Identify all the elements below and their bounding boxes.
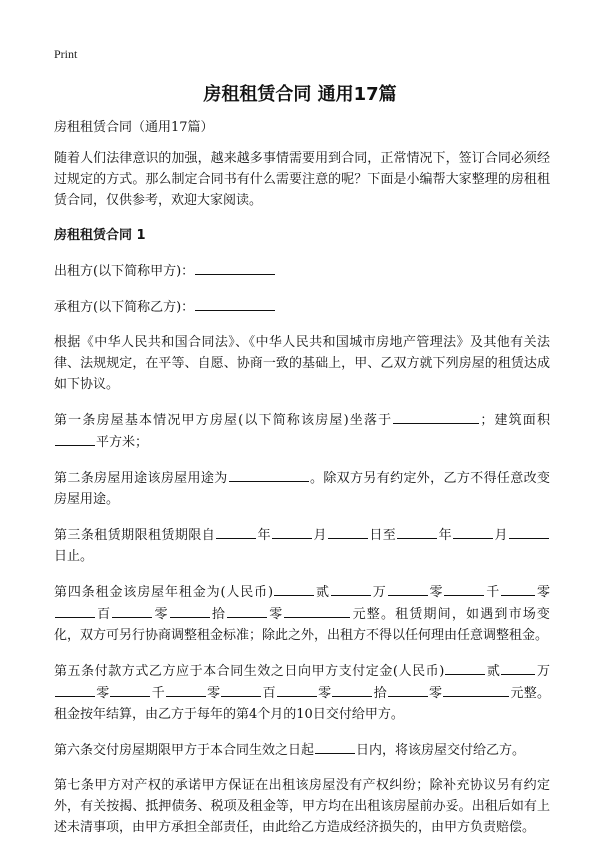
art3-end: 日止。 xyxy=(54,549,94,564)
lessee-blank xyxy=(195,296,275,311)
art3-year: 年 xyxy=(257,528,272,543)
art5-unit-6: 百 xyxy=(262,686,276,701)
art4-unit-5: 零 xyxy=(536,585,550,600)
lessee-line xyxy=(54,296,550,318)
area-blank xyxy=(55,431,95,446)
deposit-blank-6 xyxy=(221,682,261,697)
basis-paragraph: 根据《中华人民共和国合同法》、《中华人民共和国城市房地产管理法》及其他有关法律、法规规定，在平等、自愿、协商一致的基础上，甲、乙双方就下列房屋的租赁达成如下协议。 xyxy=(54,335,550,392)
article-7: 第七条甲方对产权的承诺甲方保证在出租该房屋没有产权纠纷；除补充协议另有约定外，有关按揭、抵押债务、税项及租金等，甲方均在出租该房屋前办妥。出租后如有上述未清事项，由甲方承担全部责任，由此给乙方造成经济损失的，由甲方负责赔偿。 xyxy=(54,778,550,835)
article-6 xyxy=(54,739,550,761)
art5-unit-2: 万 xyxy=(536,664,550,679)
art5-unit-7: 零 xyxy=(317,686,332,701)
lessor-label: 出租方(以下简称甲方)： xyxy=(54,264,195,279)
deposit-blank-8 xyxy=(332,682,372,697)
art3-year2: 年 xyxy=(438,528,453,543)
art4-unit-4: 千 xyxy=(485,585,501,600)
deposit-blank-9 xyxy=(388,682,428,697)
art5-unit-1: 贰 xyxy=(486,664,501,679)
rent-blank-8 xyxy=(170,603,210,618)
deposit-blank-1 xyxy=(445,660,485,675)
rent-blank-3 xyxy=(388,581,428,596)
art4-unit-1: 贰 xyxy=(315,585,330,600)
lessee-label: 承租方(以下简称乙方)： xyxy=(54,300,195,315)
article-1 xyxy=(54,409,550,453)
end-year-blank xyxy=(397,524,437,539)
rent-blank-4 xyxy=(444,581,484,596)
art4-unit-7: 零 xyxy=(153,607,169,622)
rent-blank-6 xyxy=(55,603,95,618)
location-blank xyxy=(393,409,479,424)
document-body xyxy=(54,117,550,852)
art4-unit-8: 拾 xyxy=(210,607,227,622)
lessor-blank xyxy=(195,260,275,275)
rent-blank-5 xyxy=(501,581,535,596)
article-3 xyxy=(54,524,550,567)
art1-text-b: ；建筑面积 xyxy=(480,413,550,428)
art5-unit-5: 零 xyxy=(206,686,221,701)
deposit-blank-10 xyxy=(443,682,509,697)
deposit-blank-2 xyxy=(501,660,535,675)
art6-text-b: 日内，将该房屋交付给乙方。 xyxy=(356,743,526,758)
art5-end: 整。租金按年结算，由乙方于每年的第4个月的10日交付给甲方。 xyxy=(54,686,550,722)
lessor-line xyxy=(54,260,550,282)
start-year-blank xyxy=(216,524,256,539)
intro-paragraph: 随着人们法律意识的加强，越来越多事情需要用到合同，正常情况下，签订合同必须经过规定的方式。那么制定合同书有什么需要注意的呢？下面是小编帮大家整理的房租租赁合同，仅供参考，欢迎大家阅读。 xyxy=(54,151,550,208)
document-title: 房租租赁合同 通用17篇 xyxy=(203,84,397,105)
rent-blank-1 xyxy=(274,581,314,596)
art4-unit-9: 零 xyxy=(268,607,284,622)
rent-blank-7 xyxy=(112,603,152,618)
art5-unit-3: 零 xyxy=(96,686,110,701)
deposit-blank-3 xyxy=(55,682,95,697)
art5-unit-8: 拾 xyxy=(373,686,387,701)
section-title: 房租租赁合同 1 xyxy=(54,228,146,243)
subtitle: 房租租赁合同（通用17篇） xyxy=(54,120,214,135)
art2-text-b: 。除双方另有约定外，乙方不得任意改变房屋用途。 xyxy=(54,471,550,507)
art2-text-a: 第二条房屋用途该房屋用途为 xyxy=(54,471,228,486)
deposit-blank-4 xyxy=(110,682,150,697)
art5-unit-4: 千 xyxy=(151,686,165,701)
print-label[interactable]: Print xyxy=(54,47,78,61)
art3-month: 月 xyxy=(313,528,327,543)
deposit-blank-5 xyxy=(166,682,206,697)
end-day-blank xyxy=(509,524,549,539)
article-5 xyxy=(54,660,550,725)
art5-unit-9: 零 xyxy=(428,686,443,701)
art4-unit-6: 百 xyxy=(96,607,112,622)
art1-text-c: 平方米； xyxy=(96,435,149,450)
rent-blank-10 xyxy=(284,603,350,618)
usage-blank xyxy=(229,467,309,482)
rent-blank-2 xyxy=(331,581,371,596)
end-month-blank xyxy=(453,524,493,539)
art3-month2: 月 xyxy=(494,528,508,543)
art3-text-a: 第三条租赁期限租赁期限自 xyxy=(54,528,216,543)
art4-end: 元整。租赁期间，如遇到市场变化，双方可另行协商调整租金标准；除此之外，出租方不得以任何理由任意调整租金。 xyxy=(54,607,550,643)
rent-blank-9 xyxy=(227,603,267,618)
art4-unit-2: 万 xyxy=(371,585,387,600)
art4-text-a: 第四条租金该房屋年租金为(人民币) xyxy=(54,585,274,600)
art1-text-a: 第一条房屋基本情况甲方房屋(以下简称该房屋)坐落于 xyxy=(54,413,393,428)
start-month-blank xyxy=(272,524,312,539)
delivery-days-blank xyxy=(315,739,355,754)
article-2 xyxy=(54,467,550,510)
article-4 xyxy=(54,581,550,646)
art5-text-a: 第五条付款方式乙方应于本合同生效之日向甲方支付定金(人民币) xyxy=(54,664,445,679)
art4-unit-3: 零 xyxy=(428,585,444,600)
deposit-blank-7 xyxy=(277,682,317,697)
art3-day-to: 日至 xyxy=(368,528,397,543)
art6-text-a: 第六条交付房屋期限甲方于本合同生效之日起 xyxy=(54,743,315,758)
start-day-blank xyxy=(328,524,368,539)
art5-unit-10: 元 xyxy=(510,686,524,701)
